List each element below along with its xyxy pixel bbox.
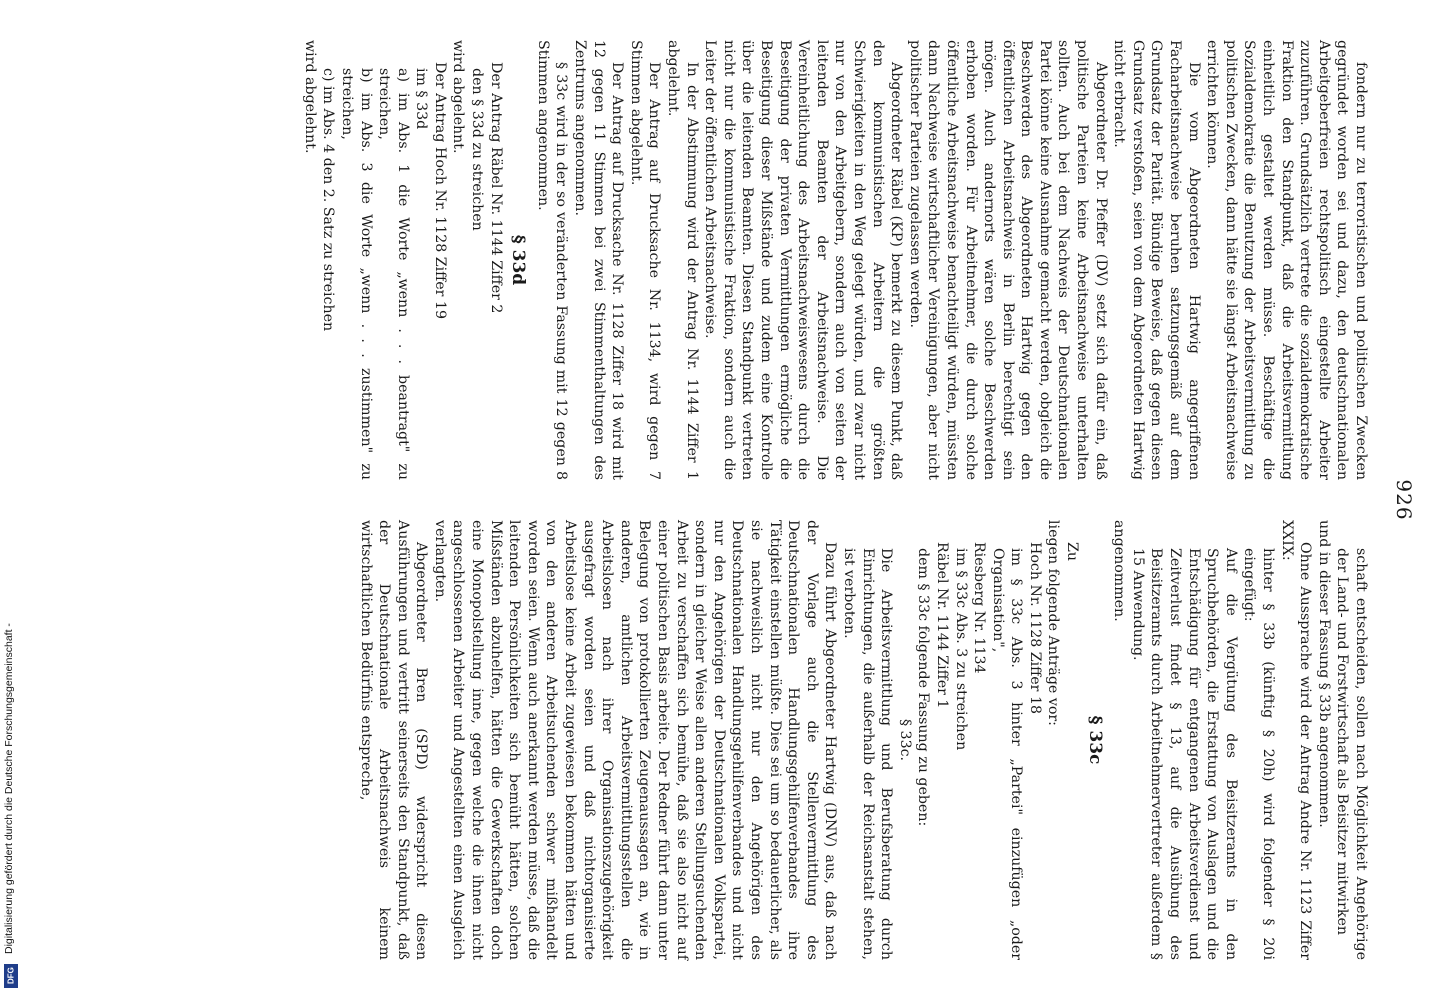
dfg-logo-text: DFG — [6, 967, 16, 985]
section-heading: § 33c — [1084, 715, 1105, 765]
paragraph: angenommen. — [1111, 520, 1128, 622]
paragraph: Abgeordneter Räbel (KP) bemerkt zu diesem Punkt, daß den kommunistischen Arbeitern die größten Schwierigkeiten in den Weg gelegt würden, und zwar nicht nur von den Arbeitgebern, sondern auch von seiten der leitenden Beamten der Arbeitsnachweise. Die Vereinheitlichung des Arbeitsnachweiswesens durch die Beseitigung der privaten Vermittlungen ermögliche die Beseitigung dieser Mißstände und zudem eine Kontrolle über die leitenden Beamten. Diesen Standpunkt vertreten nicht nur die kommunistische Fraktion, sondern auch die Leiter der öffentlichen Arbeitsnachweise. — [702, 40, 905, 480]
paragraph: Der Antrag auf Drucksache Nr. 1134, wird gegen 7 Stimmen abgelehnt. — [627, 40, 663, 480]
list-item: b) im Abs. 3 die Worte „wenn . . . zustimmen" zu streichen, — [338, 68, 374, 480]
paragraph: Auf die Vergütung des Beisitzeramts in den Spruchbehörden, die Erstattung von Auslagen und die Entschädigung für entgangenen Arbeitsverdienst und Zeitverlust findet § 13, auf die Ausübung des Beisitzeramts durch Arbeitnehmervertreter außerdem § 15 Anwendung. — [1129, 548, 1239, 960]
section-heading: § 33d — [508, 234, 529, 286]
funding-credit: Digitalisierung gefördert durch die Deutsche Forschungsgemeinschaft - — [3, 623, 15, 954]
paragraph: schaft entscheiden, sollen nach Möglichkeit Angehörige der Land- und Forstwirtschaft als Beisitzer mitwirken — [1334, 548, 1369, 960]
paragraph: wird abgelehnt. — [450, 40, 467, 154]
paragraph: im § 33d — [413, 68, 430, 130]
page-number: 926 — [1392, 479, 1416, 521]
paragraph: Abgeordneter Bren (SPD) widerspricht diesen Ausführungen und vertritt seinerseits den Standpunkt, daß der Deutschnationale Arbeitsnachweis keinem wirtschaftlichen Bedürfnis entspreche, — [357, 520, 430, 960]
paragraph: Räbel Nr. 1144 Ziffer 1 — [933, 542, 950, 709]
paragraph: und in dieser Fassung § 33b angenommen. — [1315, 520, 1332, 828]
paragraph: Abgeordneter Dr. Pfeffer (DV) setzt sich dafür ein, daß politische Parteien keine Arbeitsnachweise unterhalten sollten. Auch bei dem Nachweis der Deutschnationalen Partei könne keine Ausnahme gemacht werden, obgleich die Beschwerden des Abgeordneten Hartwig gegen den öffentlichen Arbeitsnachweis in Berlin berechtigt sein mögen. Auch andernorts wären solche Beschwerden erhoben worden. Für Arbeitnehmer, die durch solche öffentliche Arbeitsnachweise benachteiligt würden, müssten dann Nachweise wirtschaftlicher Vereinigungen, aber nicht politischer Parteien zugelassen werden. — [906, 40, 1109, 480]
paragraph: Zu — [1064, 542, 1081, 561]
dfg-logo — [4, 964, 18, 988]
list-item: a) im Abs. 1 die Worte „wenn . . . beantragt" zu streichen, — [376, 68, 411, 480]
list-item: c) im Abs. 4 den 2. Satz zu streichen — [320, 68, 337, 332]
paragraph: Riesberg Nr. 1134 — [971, 542, 988, 674]
paragraph: wird abgelehnt. — [301, 40, 318, 154]
paragraph: Die vom Abgeordneten Hartwig angegriffenen Facharbeitsnachweise beruhen satzungsgemäß auf dem Grundsatz der Parität. Bündige Beweise, daß gegen diesen Grundsatz verstoßen, seien von dem Abgeordneten Hartwig nicht erbracht. — [1111, 40, 1202, 480]
paragraph: Der Antrag Hoch Nr. 1128 Ziffer 19 — [431, 62, 448, 319]
column-right — [356, 520, 1370, 960]
paragraph: Hoch Nr. 1128 Ziffer 18 — [1026, 542, 1043, 714]
paragraph: § 33c wird in der so veränderten Fassung mit 12 gegen 8 Stimmen angenommen. — [534, 40, 570, 480]
paragraph: Der Antrag Räbel Nr. 1144 Ziffer 2 — [487, 62, 504, 314]
paragraph: hinter § 33b (künftig § 20h) wird folgender § 20i eingefügt: — [1241, 548, 1277, 960]
paragraph: Ohne Aussprache wird der Antrag Andre Nr. 1123 Ziffer XXIX: — [1278, 520, 1314, 960]
footer — [2, 4, 18, 994]
subsection-heading: § 33c. — [896, 718, 913, 762]
paragraph: den § 33d zu streichen — [469, 68, 486, 231]
paragraph: im § 33c Abs. 3 zu streichen — [952, 548, 969, 751]
paragraph: dem § 33c folgende Fassung zu geben: — [915, 548, 932, 827]
paragraph: Dazu führt Abgeordneter Hartwig (DNV) aus, daß nach der Vorlage auch die Stellenvermittlung des Deutschnationalen Handlungsgehilfenverbandes ihre Tätigkeit einstellen müßte. Dies sei um so bedauerlicher, als sie nachweislich nicht nur den Angehörigen des Deutschnationalen Handlungsgehilfenverbandes und nicht nur den Angehörigen der Deutschnationalen Volkspartei, sondern in gleicher Weise allen anderen Stellungsuchenden Arbeit zu verschaffen sich bemühe, daß sie also nicht auf einer politischen Basis arbeite. Der Redner führt dann unter Belegung von protokollierten Zeugenaussagen an, wie in anderen, amtlichen Arbeitsvermittlungsstellen die Arbeitslosen nach ihrer Organisationszugehörigkeit ausgefragt worden seien und daß nichtorganisierte Arbeitslose keine Arbeit zugewiesen bekommen hätten und von den anderen Arbeitsuchenden schwer mißhandelt worden seien. Wenn auch anerkannt werden müsse, daß die leitenden Persönlichkeiten sich bemüht hätten, solchen Mißständen abzuhelfen, hätten die Gewerkschaften doch eine Monopolstellung inne, gegen welche die ihnen nicht angeschlossenen Arbeiter und Angestellten einen Ausgleich verlangten. — [431, 520, 839, 960]
paragraph: fondern nur zu terroristischen und politischen Zwecken gegründet worden sei und dazu, den deutschnationalen Arbeitgeberfreien rechtspolitisch eingestellte Arbeiter zuzuführen. Grundsätzlich vertrete die sozialdemokratische Fraktion den Standpunkt, daß die Arbeitsvermittlung einheitlich gestaltet werden müsse. Beschäftige die Sozialdemokratie die Benutzung der Arbeitsvermittlung zu politischen Zwecken, dann hätte sie längst Arbeitsnachweise errichten können. — [1204, 40, 1369, 480]
column-left — [300, 40, 1370, 480]
paragraph: liegen folgende Anträge vor: — [1045, 520, 1062, 726]
paragraph: Die Arbeitsvermittlung und Berufsberatung durch Einrichtungen, die außerhalb der Reichsanstalt stehen, ist verboten. — [840, 548, 895, 960]
paragraph: im § 33c Abs. 3 hinter „Partei" einzufügen „oder Organisation", — [989, 548, 1025, 960]
paragraph: In der Abstimmung wird der Antrag Nr. 1144 Ziffer 1 abgelehnt. — [665, 40, 700, 480]
paragraph: Der Antrag auf Drucksache Nr. 1128 Ziffer 18 wird mit 12 gegen 11 Stimmen bei zwei Stimmenthaltungen des Zentrums angenommen. — [572, 40, 626, 480]
